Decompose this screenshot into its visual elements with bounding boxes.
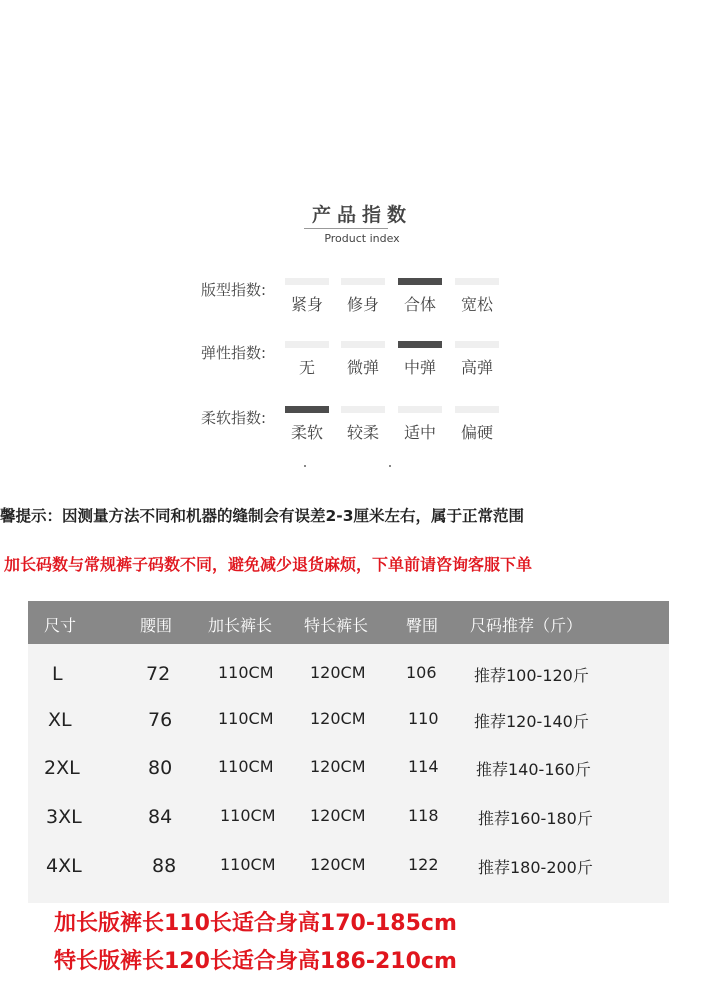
index-label: 版型指数: [201,281,267,299]
index-bar [285,278,329,285]
index-option-label: 微弹 [346,358,379,377]
index-option [455,278,499,315]
table-cell: 114 [408,757,439,776]
index-option [341,406,385,443]
table-cell: 122 [408,855,439,874]
index-bar [341,406,385,413]
size-table-column-header: 臀围 [406,616,439,635]
table-cell: 88 [152,855,177,877]
table-cell: 120CM [310,757,366,776]
index-option-label: 偏硬 [460,423,493,442]
index-bar [398,406,442,413]
decor-dot [389,465,391,467]
table-cell: L [52,663,63,685]
index-option [341,278,385,315]
table-row [28,855,669,885]
index-option-selected [398,278,442,315]
index-option [341,341,385,378]
table-cell: 推荐100-120斤 [474,666,589,685]
decor-dot [304,465,306,467]
table-row [28,663,669,693]
table-row [28,757,669,787]
table-cell: 110CM [218,709,274,728]
index-bar [398,341,442,348]
page-title: 产品指数 [311,204,412,226]
size-table-column-header: 尺码推荐（斤） [470,616,583,635]
size-table-column-header: 腰围 [140,616,173,635]
index-option-label: 紧身 [290,295,323,314]
index-option-label: 无 [298,358,315,377]
table-cell: XL [48,709,72,731]
index-option [398,406,442,443]
index-option-selected [285,406,329,443]
size-table [28,601,669,903]
size-table-header [28,601,669,644]
table-cell: 推荐140-160斤 [476,760,591,779]
table-cell: 110CM [220,806,276,825]
index-bar [341,278,385,285]
index-option-label: 适中 [403,423,436,442]
index-option-label: 修身 [346,295,379,314]
index-option [285,341,329,378]
index-option [455,341,499,378]
length-note-extended: 加长版裤长110长适合身高170-185cm [54,911,457,936]
index-option-label: 合体 [403,295,436,314]
table-cell: 76 [148,709,173,731]
size-table-column-header: 加长裤长 [208,616,273,635]
index-bar [341,341,385,348]
table-cell: 110 [408,709,439,728]
index-bar [285,406,329,413]
page-subtitle: Product index [324,232,400,245]
table-cell: 118 [408,806,439,825]
table-cell: 120CM [310,806,366,825]
index-option-label: 中弹 [403,358,436,377]
size-table-column-header: 尺寸 [44,616,77,635]
measurement-tip: 馨提示：因测量方法不同和机器的缝制会有误差2-3厘米左右，属于正常范围 [0,507,525,525]
index-label: 弹性指数: [201,344,267,362]
table-cell: 3XL [46,806,82,828]
index-label: 柔软指数: [201,409,267,427]
table-cell: 80 [148,757,173,779]
index-bar [455,341,499,348]
table-cell: 110CM [218,757,274,776]
table-cell: 2XL [44,757,80,779]
index-option-label: 高弹 [460,358,493,377]
index-option-label: 宽松 [460,295,493,314]
table-cell: 120CM [310,663,366,682]
index-bar [285,341,329,348]
table-cell: 推荐120-140斤 [474,712,589,731]
size-notice: 加长码数与常规裤子码数不同，避免减少退货麻烦，下单前请咨询客服下单 [4,555,533,574]
size-table-column-header: 特长裤长 [304,616,369,635]
table-row [28,806,669,836]
table-cell: 110CM [220,855,276,874]
index-option-label: 柔软 [290,423,323,442]
table-cell: 4XL [46,855,82,877]
table-cell: 110CM [218,663,274,682]
table-cell: 推荐160-180斤 [478,809,593,828]
table-cell: 120CM [310,855,366,874]
table-row [28,709,669,739]
table-cell: 72 [146,663,171,685]
table-cell: 84 [148,806,173,828]
length-note-extra-long: 特长版裤长120长适合身高186-210cm [54,949,457,974]
index-bar [455,406,499,413]
index-bar [398,278,442,285]
index-option-selected [398,341,442,378]
table-cell: 106 [406,663,437,682]
index-option-label: 较柔 [346,423,379,442]
table-cell: 120CM [310,709,366,728]
title-divider [304,228,388,229]
index-bar [455,278,499,285]
table-cell: 推荐180-200斤 [478,858,593,877]
index-option [285,278,329,315]
index-option [455,406,499,443]
